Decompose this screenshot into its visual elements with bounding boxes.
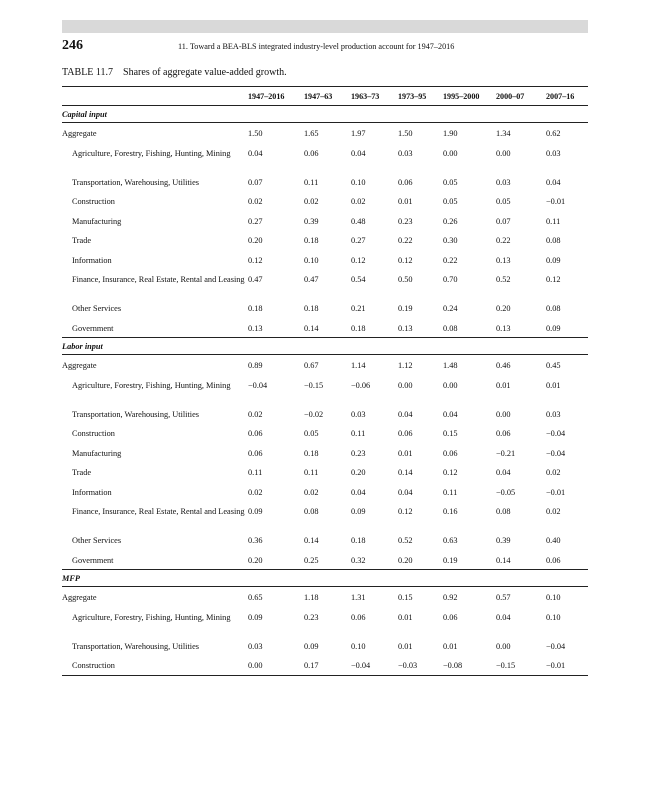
cell-value: 0.65 [248,593,263,602]
section-title: Capital input [62,106,588,123]
cell-value: 0.89 [248,361,263,370]
column-header [62,87,248,106]
table-row [62,355,588,375]
cell-value: −0.01 [546,487,566,497]
cell-value: 0.18 [304,236,319,245]
cell-value: 0.07 [496,216,511,226]
cell-value: 0.18 [248,304,263,313]
cell-value: 0.23 [304,612,319,622]
cell-value: −0.08 [443,655,496,675]
cell-value: −0.05 [496,487,516,497]
cell-value: 0.06 [398,177,413,187]
table-row [62,462,588,482]
row-label: Agriculture, Forestry, Fishing, Hunting, Mining [72,148,231,158]
cell-value: 0.03 [351,409,366,419]
cell-value: 0.01 [398,448,413,458]
cell-value: 0.01 [398,612,413,622]
cell-value: 0.02 [248,197,263,206]
table-row [62,211,588,231]
table-header-row [62,87,588,106]
cell-value: 0.21 [351,304,366,313]
cell-value: 0.17 [304,655,351,675]
table-row [62,269,588,298]
row-label: Trade [72,468,92,477]
cell-value: 0.06 [304,148,319,158]
row-label: Aggregate [62,129,97,138]
row-label: Finance, Insurance, Real Estate, Rental and Leasing [72,507,245,516]
cell-value: 0.07 [248,177,263,187]
row-label: Agriculture, Forestry, Fishing, Hunting, Mining [72,380,231,390]
table-row [62,636,588,656]
cell-value: 0.00 [496,148,511,158]
section-title: Labor input [62,338,588,355]
cell-value: 0.06 [248,448,263,458]
cell-value: 0.47 [248,275,263,284]
cell-value: 0.00 [443,380,458,390]
row-label: Government [72,555,114,565]
cell-value: 0.04 [248,148,263,158]
row-label: Construction [72,429,115,438]
cell-value: 0.04 [351,148,366,158]
cell-value: 1.14 [351,361,366,370]
row-label: Aggregate [62,361,97,370]
table-label: TABLE 11.7 [62,67,114,78]
cell-value: 0.04 [398,409,413,419]
cell-value: 0.67 [304,361,319,370]
cell-value: 0.10 [304,255,319,265]
row-label: Other Services [72,536,122,545]
cell-value: 0.05 [304,429,319,438]
cell-value: 1.97 [351,129,366,138]
cell-value: 0.01 [398,641,413,651]
cell-value: 0.23 [351,448,366,458]
cell-value: 0.48 [351,216,366,226]
section-header-row [62,570,588,587]
cell-value: 0.06 [496,429,511,438]
table-row [62,143,588,172]
cell-value: 0.13 [496,323,511,333]
cell-value: 0.06 [248,429,263,438]
cell-value: 1.34 [496,129,511,138]
row-label: Transportation, Warehousing, Utilities [72,641,200,651]
cell-value: 0.10 [351,641,366,651]
cell-value: 0.02 [546,507,561,516]
table-row [62,655,588,675]
cell-value: 0.12 [351,255,366,265]
cell-value: 0.12 [248,255,263,265]
cell-value: 0.14 [304,536,319,545]
cell-value: 0.01 [443,641,458,651]
cell-value: 0.03 [248,641,263,651]
cell-value: 0.46 [496,361,511,370]
row-label: Transportation, Warehousing, Utilities [72,177,200,187]
cell-value: 0.11 [304,468,319,477]
table-row [62,191,588,211]
cell-value: 0.22 [398,236,413,245]
cell-value: 0.02 [304,487,319,497]
cell-value: 0.92 [443,593,458,602]
cell-value: 0.09 [248,612,263,622]
cell-value: 0.03 [496,177,511,187]
cell-value: 0.09 [351,507,366,516]
running-head: 11. Toward a BEA-BLS integrated industry-level production account for 1947–2016 [178,42,455,51]
cell-value: 0.13 [398,323,413,333]
cell-value: 0.01 [398,197,413,206]
cell-value: 0.09 [546,255,561,265]
column-header: 2007–16 [546,87,588,106]
cell-value: 0.39 [496,536,511,545]
cell-value: 0.19 [398,304,413,313]
cell-value: 0.04 [546,177,561,187]
cell-value: 0.14 [398,468,413,477]
table-row [62,318,588,338]
row-label: Aggregate [62,593,97,602]
cell-value: 0.05 [443,197,458,206]
cell-value: 0.36 [248,536,263,545]
cell-value: 0.10 [546,593,561,602]
table-row [62,250,588,270]
cell-value: 0.27 [351,236,366,245]
table-row [62,404,588,424]
cell-value: 0.19 [443,555,458,565]
cell-value: 0.00 [248,655,304,675]
row-label: Construction [62,655,248,675]
row-label: Information [72,487,112,497]
row-label: Agriculture, Forestry, Fishing, Hunting, Mining [72,612,231,622]
table-row [62,482,588,502]
cell-value: 0.12 [398,507,413,516]
cell-value: 0.25 [304,555,319,565]
cell-value: 0.04 [496,612,511,622]
table-row [62,375,588,404]
cell-value: 1.48 [443,361,458,370]
cell-value: 0.24 [443,304,458,313]
cell-value: −0.15 [496,655,546,675]
cell-value: 0.05 [496,197,511,206]
cell-value: 0.18 [351,536,366,545]
cell-value: 0.14 [304,323,319,333]
cell-value: 0.39 [304,216,319,226]
cell-value: 0.01 [546,380,561,390]
table-row [62,587,588,607]
cell-value: 0.54 [351,275,366,284]
table-row [62,172,588,192]
section-title: MFP [62,570,588,587]
cell-value: 0.32 [351,555,366,565]
cell-value: 0.00 [496,409,511,419]
cell-value: 0.05 [443,177,458,187]
cell-value: 0.15 [443,429,458,438]
cell-value: 0.50 [398,275,413,284]
cell-value: 0.11 [351,429,366,438]
cell-value: 0.26 [443,216,458,226]
cell-value: 0.63 [443,536,458,545]
cell-value: 0.52 [398,536,413,545]
cell-value: 0.22 [443,255,458,265]
cell-value: 0.10 [546,612,561,622]
cell-value: 0.22 [496,236,511,245]
cell-value: −0.04 [351,655,398,675]
cell-value: −0.04 [546,448,566,458]
cell-value: 0.06 [443,612,458,622]
value-added-table [62,86,588,676]
cell-value: 0.10 [351,177,366,187]
cell-value: 0.18 [304,448,319,458]
column-header: 1973–95 [398,87,443,106]
cell-value: 0.02 [248,487,263,497]
cell-value: 0.00 [496,641,511,651]
cell-value: 0.15 [398,593,413,602]
cell-value: 0.30 [443,236,458,245]
column-header: 2000–07 [496,87,546,106]
cell-value: 0.08 [546,304,561,313]
cell-value: 0.27 [248,216,263,226]
cell-value: −0.04 [248,380,268,390]
column-header: 1947–2016 [248,87,304,106]
cell-value: 0.04 [398,487,413,497]
cell-value: 0.47 [304,275,319,284]
table-row [62,423,588,443]
cell-value: 0.08 [304,507,319,516]
column-header: 1963–73 [351,87,398,106]
table-row [62,298,588,318]
cell-value: 0.70 [443,275,458,284]
cell-value: −0.21 [496,448,516,458]
cell-value: 0.06 [398,429,413,438]
row-label: Information [72,255,112,265]
cell-value: 0.06 [351,612,366,622]
cell-value: 1.50 [248,129,263,138]
cell-value: 0.09 [546,323,561,333]
cell-value: 0.18 [351,323,366,333]
row-label: Government [72,323,114,333]
cell-value: 0.02 [546,468,561,477]
cell-value: 0.04 [496,468,511,477]
cell-value: −0.04 [546,641,566,651]
cell-value: 0.16 [443,507,458,516]
cell-value: 0.02 [248,409,263,419]
cell-value: −0.06 [351,380,371,390]
table-row [62,501,588,530]
cell-value: 1.18 [304,593,319,602]
cell-value: 0.11 [443,487,458,497]
cell-value: 1.65 [304,129,319,138]
cell-value: 1.90 [443,129,458,138]
cell-value: 0.11 [304,177,319,187]
cell-value: 0.23 [398,216,413,226]
cell-value: 1.50 [398,129,413,138]
cell-value: 0.20 [248,555,263,565]
cell-value: 0.14 [496,555,511,565]
row-label: Manufacturing [72,448,122,458]
cell-value: 0.20 [496,304,511,313]
cell-value: 1.31 [351,593,366,602]
cell-value: 0.45 [546,361,561,370]
cell-value: 0.04 [351,487,366,497]
cell-value: 0.00 [398,380,413,390]
cell-value: 0.08 [546,236,561,245]
cell-value: 0.12 [398,255,413,265]
cell-value: 0.03 [546,409,561,419]
cell-value: 0.06 [546,555,561,565]
cell-value: 0.12 [546,275,561,284]
table-row [62,550,588,570]
row-label: Finance, Insurance, Real Estate, Rental and Leasing [72,275,245,284]
cell-value: 0.02 [304,197,319,206]
section-header-row [62,106,588,123]
cell-value: 0.03 [398,148,413,158]
cell-value: 0.11 [248,468,263,477]
cell-value: 0.20 [248,236,263,245]
cell-value: −0.01 [546,197,566,206]
table-row [62,530,588,550]
table-row [62,443,588,463]
cell-value: −0.04 [546,429,566,438]
cell-value: 0.20 [351,468,366,477]
cell-value: 0.08 [496,507,511,516]
cell-value: 0.13 [496,255,511,265]
section-header-row [62,338,588,355]
cell-value: 0.00 [443,148,458,158]
row-label: Transportation, Warehousing, Utilities [72,409,200,419]
table-row [62,230,588,250]
cell-value: 0.52 [496,275,511,284]
cell-value: −0.15 [304,380,324,390]
row-label: Trade [72,236,92,245]
cell-value: 0.12 [443,468,458,477]
cell-value: 1.12 [398,361,413,370]
cell-value: 0.18 [304,304,319,313]
cell-value: 0.01 [496,380,511,390]
cell-value: 0.13 [248,323,263,333]
row-label: Other Services [72,304,122,313]
cell-value: 0.08 [443,323,458,333]
cell-value: 0.09 [248,507,263,516]
table-row [62,607,588,636]
table-caption [62,67,287,78]
cell-value: −0.01 [546,655,588,675]
table-title: Shares of aggregate value-added growth. [123,67,287,78]
column-header: 1947–63 [304,87,351,106]
column-header: 1995–2000 [443,87,496,106]
cell-value: 0.20 [398,555,413,565]
cell-value: 0.02 [351,197,366,206]
cell-value: −0.03 [398,655,443,675]
cell-value: 0.40 [546,536,561,545]
cell-value: 0.62 [546,129,561,138]
table-row [62,123,588,143]
cell-value: 0.06 [443,448,458,458]
cell-value: 0.03 [546,148,561,158]
header-bar [62,20,588,33]
cell-value: −0.02 [304,409,324,419]
cell-value: 0.11 [546,216,561,226]
cell-value: 0.09 [304,641,319,651]
row-label: Construction [72,197,115,206]
page-number: 246 [62,38,83,53]
cell-value: 0.04 [443,409,458,419]
row-label: Manufacturing [72,216,122,226]
cell-value: 0.57 [496,593,511,602]
